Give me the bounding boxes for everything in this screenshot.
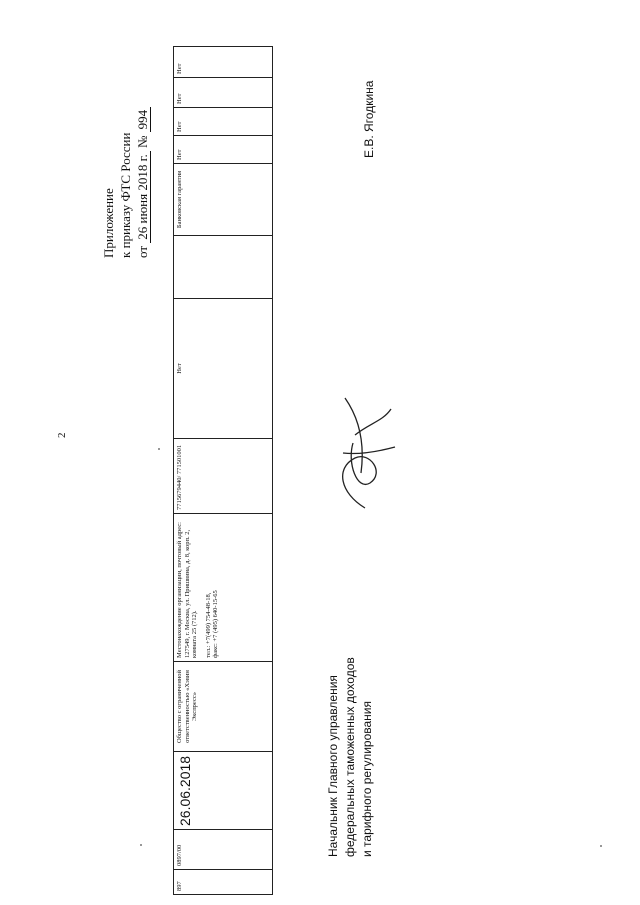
- net-cell: Нет: [174, 47, 273, 78]
- address-cell: [174, 514, 273, 662]
- approval-date: 26 июня 2018 г.: [135, 151, 151, 242]
- registration-number-cell: 0897/00: [174, 830, 273, 870]
- approval-date-prefix: от: [135, 245, 150, 258]
- net-cell: Нет: [174, 299, 273, 439]
- row-number-cell: 897: [174, 870, 273, 895]
- scan-speck: [158, 448, 160, 450]
- organization-cell: Общество с ограниченной ответственностью «Хэвин Экспресс»: [174, 662, 273, 752]
- net-cell: Нет: [174, 78, 273, 108]
- inn-kpp-cell: 7715679440/ 771501001: [174, 439, 273, 514]
- scan-speck: [140, 844, 142, 846]
- signatory-name: Е.В. Ягодкина: [362, 80, 376, 158]
- approval-block: [100, 107, 151, 258]
- net-cell: Нет: [174, 108, 273, 136]
- address-text: Местонахождение организации, почтовый адрес: 127549, г. Москва, ул. Пришвина, д. 8, корп. 2, комната 25 (712).: [176, 522, 199, 658]
- approval-number: 994: [135, 107, 151, 133]
- net-cell: Нет: [174, 136, 273, 164]
- handwritten-signature: [325, 393, 400, 513]
- phone-text: тел.: +7(499) 754-48-18,: [204, 592, 212, 658]
- empty-cell: [174, 236, 273, 299]
- approval-order-ref: к приказу ФТС России: [118, 132, 133, 258]
- signatory-title-line: Начальник Главного управления: [326, 675, 340, 857]
- table-row: [174, 47, 273, 895]
- guarantee-cell: Банковская гарантия: [174, 164, 273, 236]
- approval-number-label: №: [135, 135, 150, 148]
- fax-text: факс: +7 (495) 640-15-65: [212, 590, 220, 658]
- signatory-title-line: и тарифного регулирования: [360, 701, 374, 857]
- signatory-title-line: федеральных таможенных доходов: [343, 657, 357, 857]
- signatory-title: [325, 657, 376, 857]
- page-number: 2: [56, 432, 68, 438]
- approval-date-line: [134, 107, 151, 258]
- registry-table: [173, 46, 273, 895]
- scan-speck: [600, 845, 602, 847]
- date-cell: 26.06.2018: [174, 752, 273, 830]
- approval-title: Приложение: [101, 188, 116, 258]
